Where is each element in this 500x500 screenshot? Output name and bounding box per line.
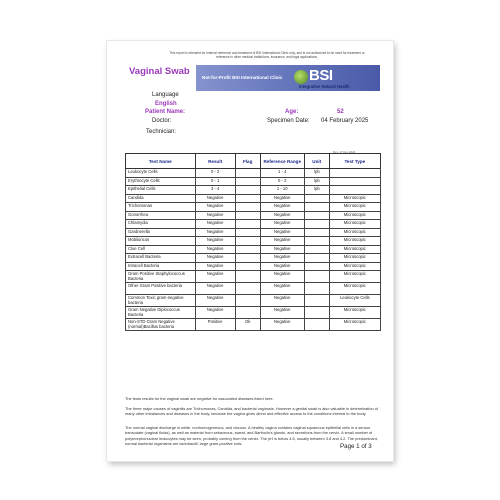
test-type-cell: Microscopic	[329, 237, 380, 246]
table-row	[126, 237, 381, 246]
flag-cell	[235, 237, 260, 246]
flag-cell	[235, 220, 260, 229]
bsi-logo: BSI	[309, 67, 333, 84]
test-type-cell: Microscopic	[329, 254, 380, 263]
result-cell: 3 - 4	[195, 186, 235, 195]
unit-cell	[304, 283, 329, 295]
col-unit: Unit	[304, 154, 329, 169]
test-type-cell	[329, 186, 380, 195]
result-cell: Negative	[195, 254, 235, 263]
test-name-cell: Other Gram Positive bacteria	[126, 283, 196, 295]
disclaimer-notice: This report is intended for internal reference and treatment of BSI International Clinic only, and is not authorized to be used for treatment or reference in other medical institutions, insurance, and legal applications.	[169, 51, 365, 60]
unit-cell	[304, 245, 329, 254]
reference-range-cell: 1 - 4	[260, 169, 304, 178]
language-value: English	[155, 101, 177, 107]
test-name-cell: Erythrocyte Cells	[126, 177, 196, 186]
reference-range-cell: Negative	[260, 307, 304, 319]
specimen-date-value: 04 February 2025	[321, 118, 369, 124]
table-row	[126, 228, 381, 237]
reference-range-cell: Negative	[260, 203, 304, 212]
result-cell: 0 - 2	[195, 169, 235, 178]
page-number: Page 1 of 3	[340, 443, 372, 450]
unit-cell	[304, 194, 329, 203]
result-cell: 0 - 1	[195, 177, 235, 186]
reference-range-cell: Negative	[260, 254, 304, 263]
unit-cell	[304, 254, 329, 263]
age-label: Age:	[285, 109, 299, 115]
test-name-cell: Epithelial Cells	[126, 186, 196, 195]
test-type-cell: Microscopic	[329, 319, 380, 331]
reference-range-cell: 1 - 10	[260, 186, 304, 195]
reference-range-cell: Negative	[260, 283, 304, 295]
result-cell: Negative	[195, 237, 235, 246]
unit-cell	[304, 228, 329, 237]
test-name-cell: Common Toxic gram-negative bacteria	[126, 295, 196, 307]
test-name-cell: Non-STD Gram Negative (normal)Bacillus bacteria	[126, 319, 196, 331]
test-type-cell: Microscopic	[329, 307, 380, 319]
test-type-cell: Microscopic	[329, 262, 380, 271]
test-name-cell: Gram Negative Diplococcus Bacteria	[126, 307, 196, 319]
test-type-cell	[329, 169, 380, 178]
table-row	[126, 169, 381, 178]
reference-range-cell: Negative	[260, 271, 304, 283]
test-name-cell: Leukocyte Cells	[126, 169, 196, 178]
unit-cell	[304, 295, 329, 307]
result-cell: Negative	[195, 283, 235, 295]
age-value: 52	[337, 109, 344, 115]
reference-range-cell: 0 - 2	[260, 177, 304, 186]
reference-range-cell: Negative	[260, 237, 304, 246]
table-header-row	[126, 154, 381, 169]
test-name-cell: Gonorrhea	[126, 211, 196, 220]
test-type-cell: Microscopic	[329, 203, 380, 212]
test-type-cell: Microscopic	[329, 220, 380, 229]
flag-cell	[235, 307, 260, 319]
result-cell: Negative	[195, 271, 235, 283]
col-test-type: Test Type	[329, 154, 380, 169]
leaf-logo-icon	[294, 70, 308, 84]
test-name-cell: Extracell Bacteria	[126, 254, 196, 263]
test-type-cell: Microscopic	[329, 211, 380, 220]
unit-cell	[304, 237, 329, 246]
table-row	[126, 254, 381, 263]
reference-range-cell: Negative	[260, 220, 304, 229]
table-row	[126, 307, 381, 319]
specimen-date-label: Specimen Date:	[267, 118, 310, 124]
flag-cell	[235, 271, 260, 283]
table-row	[126, 319, 381, 331]
table-row	[126, 186, 381, 195]
reference-range-cell: Negative	[260, 245, 304, 254]
table-row	[126, 283, 381, 295]
result-cell: Positive	[195, 319, 235, 331]
flag-cell	[235, 194, 260, 203]
results-table	[125, 153, 381, 331]
table-row	[126, 177, 381, 186]
result-cell: Negative	[195, 194, 235, 203]
unit-cell	[304, 220, 329, 229]
table-row	[126, 220, 381, 229]
result-cell: Negative	[195, 245, 235, 254]
result-cell: Negative	[195, 307, 235, 319]
logo-tagline: Integrative Natural Health	[299, 84, 350, 89]
vaginitis-paragraph: The three major causes of vaginitis are Trichomonas, Candida, and bacterial vaginosis. However a genital swab is also valuable in determination of many other imbalances and diseases in the body, because the vagina gives direct and effective access to the conditions internal to the body.	[125, 406, 379, 417]
reference-range-cell: Negative	[260, 295, 304, 307]
patient-name-label: Patient Name:	[145, 109, 186, 115]
table-row	[126, 245, 381, 254]
unit-cell	[304, 307, 329, 319]
col-test-name: Test Name	[126, 154, 196, 169]
flag-cell	[235, 211, 260, 220]
flag-cell	[235, 203, 260, 212]
reference-range-cell: Negative	[260, 319, 304, 331]
flag-cell	[235, 228, 260, 237]
language-label: Language	[152, 92, 179, 98]
clinic-banner	[196, 65, 380, 91]
unit-cell	[304, 319, 329, 331]
flag-cell	[235, 295, 260, 307]
table-row	[126, 203, 381, 212]
flag-cell	[235, 177, 260, 186]
test-name-cell: Mobiluncus	[126, 237, 196, 246]
reference-range-cell: Negative	[260, 211, 304, 220]
reference-range-cell: Negative	[260, 262, 304, 271]
unit-cell	[304, 211, 329, 220]
result-cell: Negative	[195, 220, 235, 229]
flag-cell	[235, 169, 260, 178]
test-type-cell	[329, 177, 380, 186]
test-type-cell: Microscopic	[329, 283, 380, 295]
report-page	[107, 41, 393, 461]
result-cell: Negative	[195, 211, 235, 220]
flag-cell	[235, 262, 260, 271]
result-cell: Negative	[195, 295, 235, 307]
test-name-cell: Clue Cell	[126, 245, 196, 254]
unit-cell: /pb	[304, 186, 329, 195]
table-row	[126, 295, 381, 307]
flag-cell	[235, 186, 260, 195]
technician-label: Technician:	[146, 129, 177, 135]
col-flag: Flag	[235, 154, 260, 169]
result-cell: Negative	[195, 228, 235, 237]
test-name-cell: Chlamydia	[126, 220, 196, 229]
table-row	[126, 194, 381, 203]
table-row	[126, 271, 381, 283]
test-name-cell: Intracell Bacteria	[126, 262, 196, 271]
result-cell: Negative	[195, 262, 235, 271]
table-row	[126, 262, 381, 271]
unit-cell: /pb	[304, 177, 329, 186]
flag-cell: Ok	[235, 319, 260, 331]
doctor-label: Doctor:	[152, 118, 172, 124]
test-type-cell: Microscopic	[329, 271, 380, 283]
unit-cell	[304, 271, 329, 283]
normal-discharge-paragraph: The normal vaginal discharge is white, nonhomogeneous, and viscous. A healthy vagina contains vaginal squamous epithelial cells in a serous transudate (vaginal fluids), as well as material from sebaceous, sweat, and Bartholin's glands, and secretions from the cervix. A small number of polymorphonuclear leukocytes may be seen, probably coming from the cervix. The pH is below 4.5, usually between 3.8 and 4.2. The predominant, normal bacterial organisms are lactobacilli, large gram-positive rods.	[125, 425, 378, 447]
test-type-cell: Leukocyte Cells	[329, 295, 380, 307]
unit-cell	[304, 262, 329, 271]
revision-note: Rev. 17 Dec 2024	[333, 150, 356, 154]
unit-cell	[304, 203, 329, 212]
test-name-cell: Trichomonas	[126, 203, 196, 212]
document-title: Vaginal Swab	[129, 66, 190, 77]
test-name-cell: Gardnerella	[126, 228, 196, 237]
flag-cell	[235, 245, 260, 254]
test-type-cell: Microscopic	[329, 228, 380, 237]
test-type-cell: Microscopic	[329, 245, 380, 254]
flag-cell	[235, 283, 260, 295]
flag-cell	[235, 254, 260, 263]
test-name-cell: Candida	[126, 194, 196, 203]
test-type-cell: Microscopic	[329, 194, 380, 203]
col-reference-range: Reference Range	[260, 154, 304, 169]
banner-text: Not-for-Profit BSI International Clinic	[202, 75, 283, 80]
unit-cell: /pb	[304, 169, 329, 178]
reference-range-cell: Negative	[260, 194, 304, 203]
summary-paragraph: The tests results for the vaginal swab are negative for associated diseases listed here.	[125, 396, 274, 401]
reference-range-cell: Negative	[260, 228, 304, 237]
result-cell: Negative	[195, 203, 235, 212]
table-row	[126, 211, 381, 220]
col-result: Result	[195, 154, 235, 169]
test-name-cell: Gram Positive Staphylococcus Bacteria	[126, 271, 196, 283]
